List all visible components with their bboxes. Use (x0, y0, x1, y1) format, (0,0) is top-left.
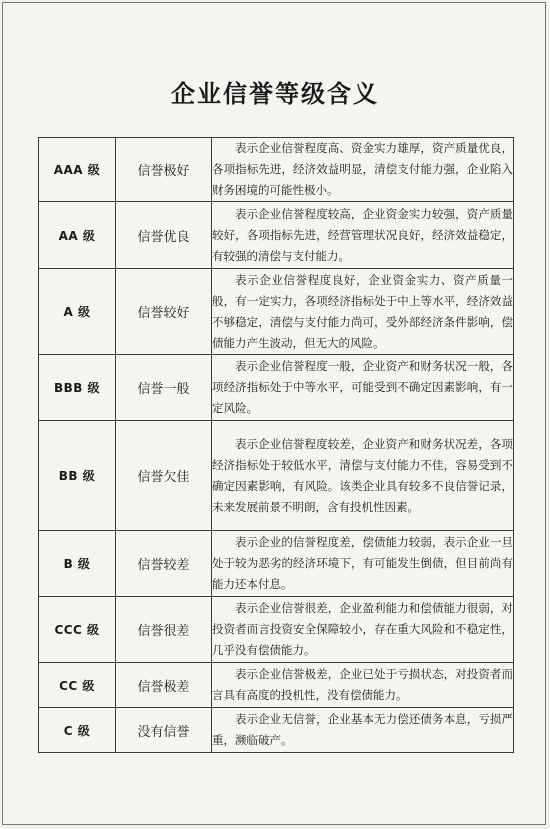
description-cell: 表示企业信誉程度较高，企业资金实力较强，资产质量较好，各项指标先进，经营管理状况良好，经济效益稳定，有较强的清偿与支付能力。 (212, 202, 514, 269)
description-cell: 表示企业信誉极差，企业已处于亏损状态，对投资者而言具有高度的投机性，没有偿债能力。 (212, 663, 514, 708)
grade-cell: AAA 级 (39, 138, 116, 202)
rating-cell: 信誉一般 (116, 355, 212, 421)
grade-cell: BB 级 (39, 421, 116, 531)
rating-cell: 信誉较差 (116, 531, 212, 597)
rating-cell: 信誉极差 (116, 663, 212, 708)
description-cell: 表示企业信誉很差，企业盈利能力和偿债能力很弱，对投资者而言投资安全保障较小，存在重大风险和不稳定性，几乎没有偿债能力。 (212, 597, 514, 663)
description-cell: 表示企业信誉程度良好，企业资金实力、资产质量一般，有一定实力，各项经济指标处于中上等水平，经济效益不够稳定，清偿与支付能力尚可，受外部经济条件影响，偿债能力产生波动，但无大的风险。 (212, 269, 514, 355)
description-cell: 表示企业信誉程度高、资金实力雄厚，资产质量优良，各项指标先进，经济效益明显，清偿支付能力强，企业陷入财务困境的可能性极小。 (212, 138, 514, 202)
table-row (39, 597, 514, 663)
page-title: 企业信誉等级含义 (171, 80, 379, 108)
table-row (39, 421, 514, 531)
rating-cell: 没有信誉 (116, 708, 212, 753)
description-cell: 表示企业信誉程度一般，企业资产和财务状况一般，各项经济指标处于中等水平，可能受到不确定因素影响，有一定风险。 (212, 355, 514, 421)
rating-cell: 信誉极好 (116, 138, 212, 202)
credit-grade-table (38, 137, 514, 753)
grade-cell: B 级 (39, 531, 116, 597)
rating-cell: 信誉优良 (116, 202, 212, 269)
grade-cell: AA 级 (39, 202, 116, 269)
table-row (39, 202, 514, 269)
rating-cell: 信誉较好 (116, 269, 212, 355)
rating-cell: 信誉很差 (116, 597, 212, 663)
grade-cell: CCC 级 (39, 597, 116, 663)
description-cell: 表示企业无信誉，企业基本无力偿还债务本息，亏损严重，濒临破产。 (212, 708, 514, 753)
grade-cell: A 级 (39, 269, 116, 355)
table-row (39, 269, 514, 355)
table-row (39, 531, 514, 597)
table-row (39, 138, 514, 202)
grade-cell: BBB 级 (39, 355, 116, 421)
rating-cell: 信誉欠佳 (116, 421, 212, 531)
table-row (39, 663, 514, 708)
table-row (39, 355, 514, 421)
grade-cell: C 级 (39, 708, 116, 753)
table-row (39, 708, 514, 753)
grade-cell: CC 级 (39, 663, 116, 708)
description-cell: 表示企业信誉程度较差，企业资产和财务状况差，各项经济指标处于较低水平，清偿与支付能力不佳，容易受到不确定因素影响，有风险。该类企业具有较多不良信誉记录，未来发展前景不明朗，含有投机性因素。 (212, 421, 514, 531)
description-cell: 表示企业的信誉程度差，偿债能力较弱，表示企业一旦处于较为恶劣的经济环境下，有可能发生倒债，但目前尚有能力还本付息。 (212, 531, 514, 597)
